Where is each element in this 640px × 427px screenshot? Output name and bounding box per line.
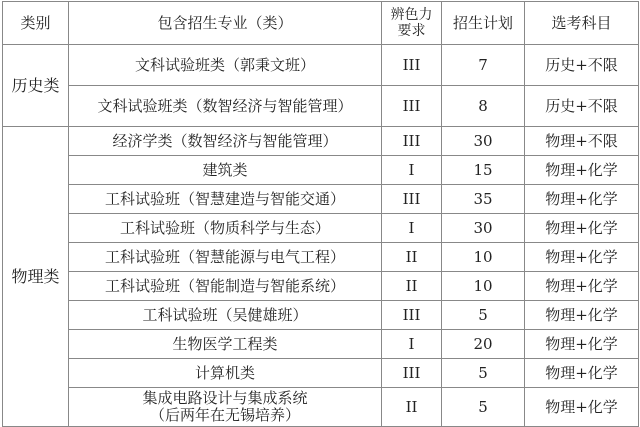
header-color-requirement-line2: 要求 [397, 23, 426, 39]
plan-cell: 10 [442, 243, 525, 272]
major-cell: 经济学类（数智经济与智能管理） [69, 127, 382, 156]
plan-cell: 7 [442, 45, 525, 86]
subjects-cell: 物理+化学 [525, 330, 639, 359]
table-row [3, 330, 639, 359]
table-row [3, 127, 639, 156]
table-row [3, 301, 639, 330]
header-row [3, 2, 639, 45]
major-cell: 工科试验班（智慧建造与智能交通） [69, 185, 382, 214]
table-row [3, 272, 639, 301]
plan-cell: 5 [442, 301, 525, 330]
subjects-cell: 物理+化学 [525, 301, 639, 330]
color-requirement-cell: III [382, 86, 442, 127]
subjects-cell: 历史+不限 [525, 45, 639, 86]
subjects-cell: 物理+不限 [525, 127, 639, 156]
plan-cell: 30 [442, 127, 525, 156]
subjects-cell: 物理+化学 [525, 156, 639, 185]
header-color-requirement [382, 2, 442, 45]
category-physics: 物理类 [3, 127, 69, 427]
plan-cell: 5 [442, 388, 525, 427]
table-row [3, 45, 639, 86]
plan-cell: 8 [442, 86, 525, 127]
plan-cell: 35 [442, 185, 525, 214]
subjects-cell: 物理+化学 [525, 388, 639, 427]
plan-cell: 10 [442, 272, 525, 301]
subjects-cell: 物理+化学 [525, 272, 639, 301]
admission-plan-table [2, 1, 639, 427]
major-line2: （后两年在无锡培养） [149, 406, 300, 424]
color-requirement-cell: III [382, 301, 442, 330]
major-cell [69, 388, 382, 427]
table-row [3, 86, 639, 127]
major-line1: 集成电路设计与集成系统 [142, 389, 308, 407]
major-cell: 生物医学工程类 [69, 330, 382, 359]
color-requirement-cell: II [382, 243, 442, 272]
subjects-cell: 物理+化学 [525, 359, 639, 388]
major-cell: 计算机类 [69, 359, 382, 388]
table-row [3, 185, 639, 214]
subjects-cell: 物理+化学 [525, 185, 639, 214]
color-requirement-cell: I [382, 214, 442, 243]
color-requirement-cell: II [382, 388, 442, 427]
color-requirement-cell: III [382, 359, 442, 388]
color-requirement-cell: I [382, 330, 442, 359]
major-cell: 文科试验班类（数智经济与智能管理） [69, 86, 382, 127]
table-row [3, 156, 639, 185]
major-cell: 工科试验班（物质科学与生态） [69, 214, 382, 243]
header-category: 类别 [3, 2, 69, 45]
header-plan: 招生计划 [442, 2, 525, 45]
major-cell: 工科试验班（智慧能源与电气工程） [69, 243, 382, 272]
subjects-cell: 物理+化学 [525, 243, 639, 272]
header-color-requirement-line1: 辨色力 [390, 7, 433, 23]
header-subjects: 选考科目 [525, 2, 639, 45]
table-row [3, 388, 639, 427]
header-major: 包含招生专业（类） [69, 2, 382, 45]
color-requirement-cell: III [382, 185, 442, 214]
table-row [3, 214, 639, 243]
major-cell: 文科试验班类（郭秉文班） [69, 45, 382, 86]
color-requirement-cell: III [382, 127, 442, 156]
subjects-cell: 历史+不限 [525, 86, 639, 127]
major-cell: 工科试验班（智能制造与智能系统） [69, 272, 382, 301]
color-requirement-cell: I [382, 156, 442, 185]
plan-cell: 15 [442, 156, 525, 185]
table-row [3, 243, 639, 272]
subjects-cell: 物理+化学 [525, 214, 639, 243]
plan-cell: 5 [442, 359, 525, 388]
table-row [3, 359, 639, 388]
category-history: 历史类 [3, 45, 69, 127]
color-requirement-cell: II [382, 272, 442, 301]
plan-cell: 30 [442, 214, 525, 243]
major-cell: 工科试验班（吴健雄班） [69, 301, 382, 330]
color-requirement-cell: III [382, 45, 442, 86]
major-cell: 建筑类 [69, 156, 382, 185]
plan-cell: 20 [442, 330, 525, 359]
